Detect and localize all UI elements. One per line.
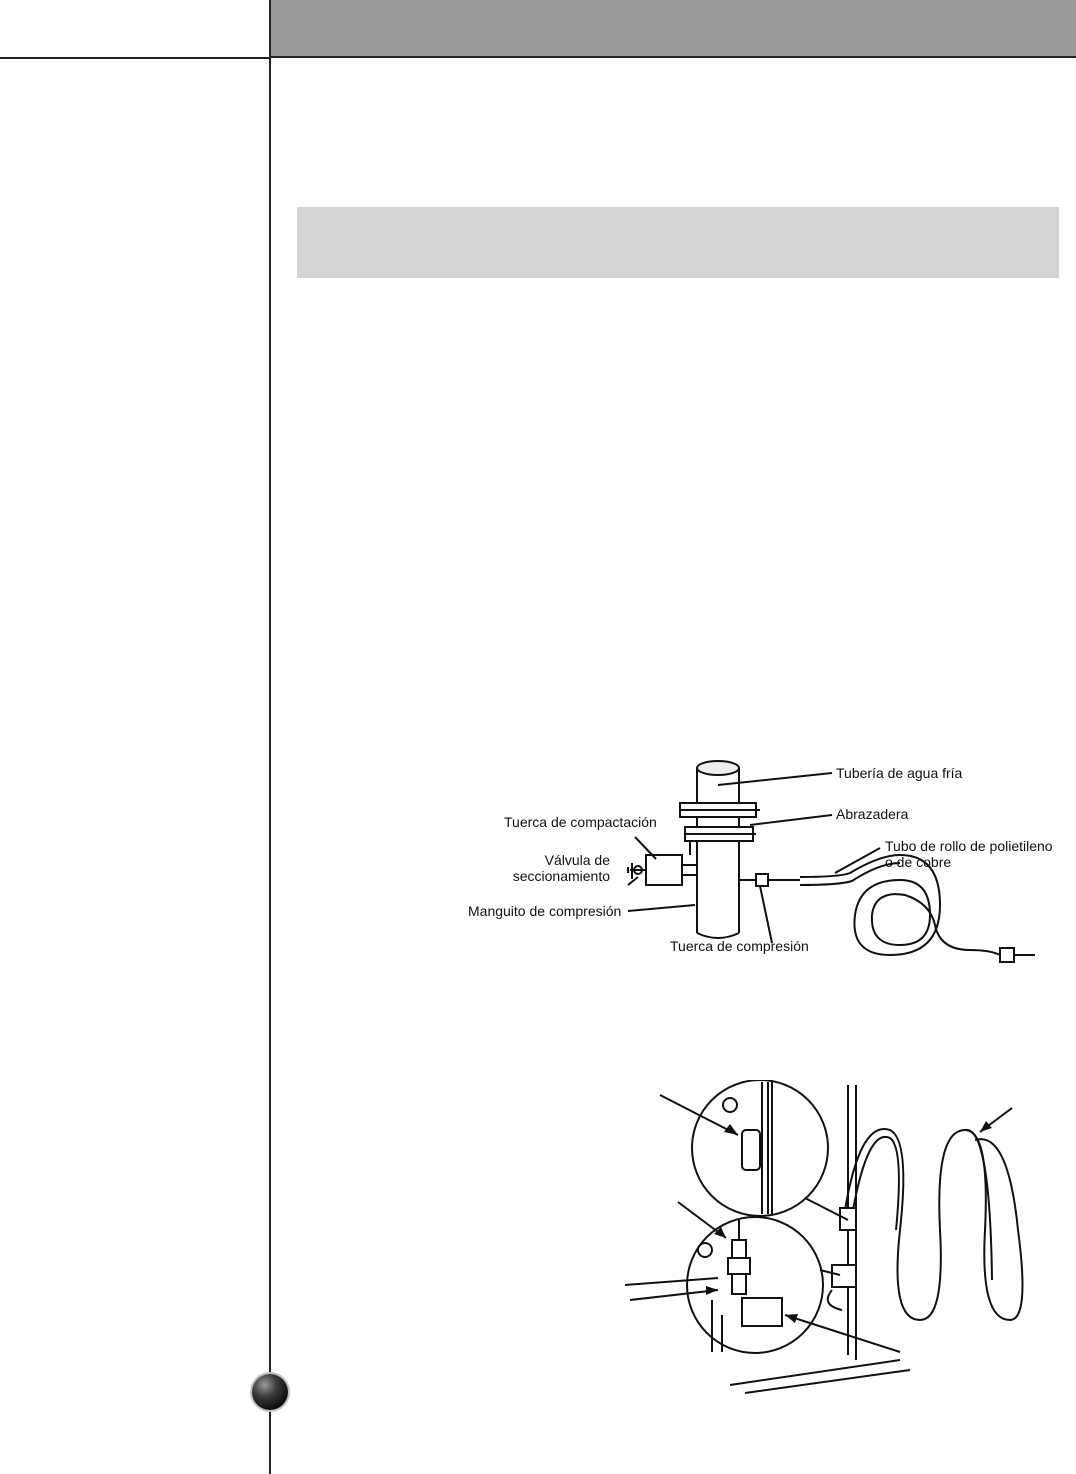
header-bar — [270, 0, 1076, 58]
label-compression-nut: Tuerca de compresión — [670, 938, 809, 954]
label-tubing-line2: o de cobre — [885, 854, 952, 870]
margin-rule — [269, 0, 271, 1474]
label-compression-sleeve: Manguito de compresión — [468, 903, 622, 919]
label-packing-nut: Tuerca de compactación — [504, 814, 657, 830]
label-shutoff-valve-line2: seccionamiento — [512, 868, 610, 884]
label-clamp: Abrazadera — [836, 806, 909, 822]
refrigerator-connection-diagram — [620, 1080, 1070, 1400]
shutoff-valve-diagram — [460, 755, 1070, 980]
label-cold-water-pipe: Tubería de agua fría — [836, 765, 963, 781]
header-left-panel — [0, 0, 270, 59]
page-marker-dot — [252, 1374, 288, 1410]
label-tubing-line1: Tubo de rollo de polietileno — [885, 838, 1053, 854]
label-shutoff-valve-line1: Válvula de — [544, 852, 610, 868]
note-box — [297, 207, 1059, 278]
